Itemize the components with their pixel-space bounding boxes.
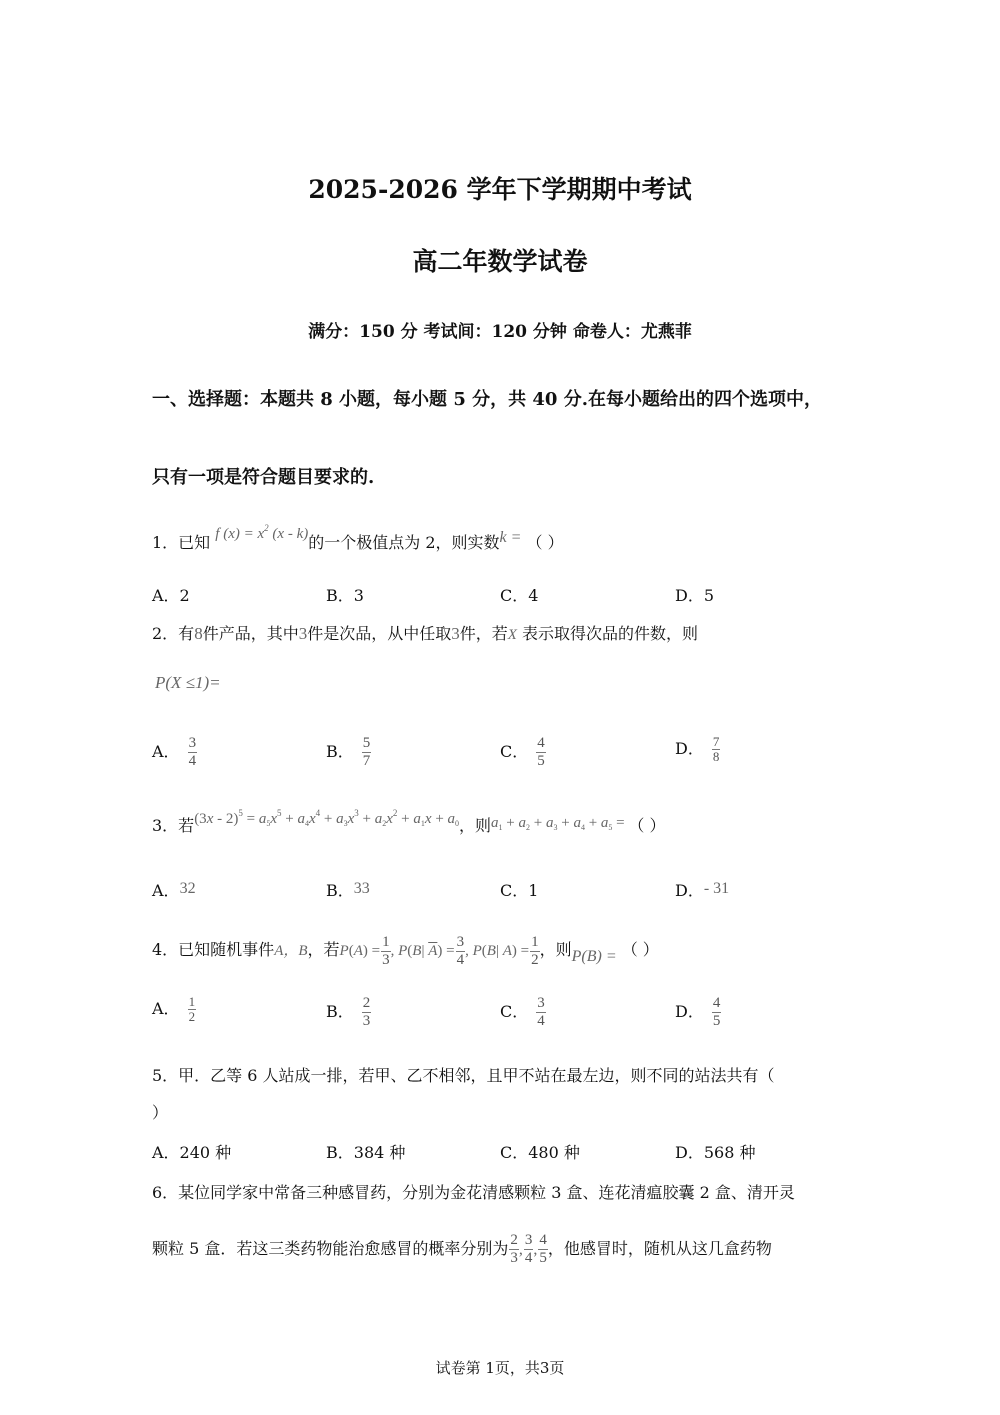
fraction-numerator: 7 xyxy=(712,734,720,749)
question-3 xyxy=(152,808,666,836)
q1-mid: 的一个极值点为 2，则实数 xyxy=(308,533,500,552)
q5-option-b: B．384 种 xyxy=(326,1143,406,1162)
q6-fraction-2 xyxy=(524,1232,534,1267)
q1-option-a: A．2 xyxy=(152,586,190,605)
q3-sum-formula: $a_1 + a_2 + a_3 + a_4 + a_5$ = xyxy=(491,815,629,832)
q4-option-a-fraction xyxy=(188,995,197,1024)
fraction-denominator: 3 xyxy=(362,1013,371,1029)
fraction-numerator: 5 xyxy=(362,735,371,751)
q3-option-b-value: 33 xyxy=(353,880,370,897)
q1-var: k = xyxy=(499,529,522,546)
fraction-denominator: 2 xyxy=(188,1009,196,1024)
q3-option-d xyxy=(675,878,729,901)
q2-text-1: 2．有 xyxy=(152,624,195,643)
q3-expansion-formula: $(3x - 2)^5 = a_5x^5 + a_4x^4 + a_3x^3 + a_2x^2 + a_1x + a_0$ xyxy=(194,808,460,828)
q2-option-c xyxy=(500,735,546,770)
q4-mid: ，则 xyxy=(539,939,572,959)
fraction-denominator: 8 xyxy=(712,749,720,764)
q4-option-d-fraction xyxy=(712,995,722,1030)
q2-option-a-fraction xyxy=(188,735,198,770)
q3-option-d-label: D． xyxy=(675,881,704,900)
exam-meta: 满分：150 分 考试间：120 分钟 命卷人：尤燕菲 xyxy=(308,322,692,342)
q3-option-b xyxy=(326,878,370,901)
fraction-numerator: 2 xyxy=(362,995,371,1011)
q4-option-c-label: C． xyxy=(500,1002,529,1021)
q6-fraction-3 xyxy=(538,1232,548,1267)
q2-option-d-label: D． xyxy=(675,739,704,758)
question-6-line2: 颗粒 5 盒．若这三类药物能治愈感冒的概率分别为 $\frac{2}{3}$ , $\frac{3}{4}$ , $\frac{4}{5}$ ，他感冒时，随机从这几盒药物 xyxy=(152,1232,772,1266)
q2-option-c-fraction xyxy=(536,735,546,770)
fraction-denominator: 3 xyxy=(510,1250,518,1266)
section-heading-line2: 只有一项是符合题目要求的. xyxy=(152,467,375,488)
fraction-denominator: 4 xyxy=(537,1013,545,1029)
q2-option-c-label: C． xyxy=(500,742,529,761)
q2-option-a xyxy=(152,735,197,770)
q2-option-d xyxy=(675,735,720,764)
q2-text-4: 件，若 xyxy=(459,624,508,643)
q1-option-c: C．4 xyxy=(500,586,539,605)
question-2 xyxy=(152,621,698,644)
q4-option-c xyxy=(500,995,546,1030)
fraction-denominator: 7 xyxy=(362,753,371,769)
q2-num-1: 8 xyxy=(194,624,203,643)
q3-option-a xyxy=(152,878,196,901)
fraction-numerator: 1 xyxy=(188,994,196,1009)
q5-option-c: C．480 种 xyxy=(500,1143,580,1162)
q3-mid: ，则 xyxy=(459,816,492,835)
fraction-numerator: 3 xyxy=(188,735,197,751)
question-6-line1: 6．某位同学家中常备三种感冒药，分别为金花清感颗粒 3 盒、连花清瘟胶囊 2 盒、清开灵 xyxy=(152,1183,795,1202)
q2-expression: P(X ≤1)= xyxy=(155,673,221,692)
q2-num-3: 3 xyxy=(451,624,460,643)
fraction-denominator: 4 xyxy=(524,1250,533,1266)
q3-option-b-label: B． xyxy=(326,881,354,900)
fraction-numerator: 4 xyxy=(537,735,545,751)
q4-option-d xyxy=(675,995,721,1030)
q3-paren: （ ） xyxy=(628,816,666,835)
q4-expr: P(B) = xyxy=(571,947,617,965)
q2-option-d-fraction xyxy=(712,735,721,764)
q2-text-5: 表示取得次品的件数，则 xyxy=(522,624,699,643)
q1-option-b: B．3 xyxy=(326,586,364,605)
fraction-numerator: 3 xyxy=(524,1232,533,1248)
question-5-line2: ） xyxy=(152,1103,169,1122)
q2-text-3: 件是次品，从中任取 xyxy=(307,624,452,643)
q3-option-c-value: 1 xyxy=(528,881,539,900)
fraction-numerator: 4 xyxy=(539,1232,547,1248)
page-footer: 试卷第 1页，共3页 xyxy=(435,1359,565,1377)
q6-line2-end: ，他感冒时，随机从这几盒药物 xyxy=(547,1239,772,1258)
section-heading-line1: 一、选择题：本题共 8 小题，每小题 5 分，共 40 分.在每小题给出的四个选项中， xyxy=(152,389,822,410)
q4-option-b xyxy=(326,995,371,1030)
q2-option-b xyxy=(326,735,371,770)
q4-option-b-label: B． xyxy=(326,1002,354,1021)
question-5-line1: 5．甲．乙等 6 人站成一排，若甲、乙不相邻，且甲不站在最左边，则不同的站法共有（ xyxy=(152,1066,775,1085)
q2-option-b-fraction xyxy=(362,735,372,770)
q3-option-a-value: 32 xyxy=(179,880,196,897)
q4-option-a xyxy=(152,995,196,1024)
q3-prefix: 3．若 xyxy=(152,816,195,835)
q2-var: X xyxy=(507,627,517,643)
question-1 xyxy=(152,523,564,553)
q3-option-c xyxy=(500,878,538,901)
q3-option-a-label: A． xyxy=(152,881,180,900)
q4-vars: A，B xyxy=(274,942,308,959)
q4-paren: （ ） xyxy=(621,939,659,959)
q3-option-c-label: C． xyxy=(500,881,529,900)
q4-option-c-fraction xyxy=(536,995,546,1030)
q4-prefix: 4．已知随机事件 xyxy=(152,939,275,959)
q1-paren: （ ） xyxy=(526,533,564,552)
q5-option-a: A．240 种 xyxy=(152,1143,232,1162)
q1-formula: f $(x) = x^2$ (x - k) xyxy=(215,523,309,542)
fraction-numerator: 3 xyxy=(537,995,545,1011)
q2-text-2: 件产品，其中 xyxy=(202,624,299,643)
q4-probability-formula: P(A) = $\frac{1}{3}$ , P(B| $\overline{A}$) = $\frac{3}{4}$ , P(B| A) = $\frac{1}{2}$ xyxy=(339,934,539,968)
q4-option-a-label: A． xyxy=(152,999,180,1018)
q6-line2-start: 颗粒 5 盒．若这三类药物能治愈感冒的概率分别为 xyxy=(152,1239,509,1258)
fraction-denominator: 5 xyxy=(537,753,545,769)
q2-option-b-label: B． xyxy=(326,742,354,761)
q6-fraction-1 xyxy=(509,1232,519,1267)
fraction-numerator: 4 xyxy=(712,995,721,1011)
question-4 xyxy=(152,934,659,969)
q1-prefix: 1．已知 xyxy=(152,533,211,552)
q4-option-d-label: D． xyxy=(675,1002,704,1021)
fraction-denominator: 5 xyxy=(539,1250,547,1266)
q4-ruo: ，若 xyxy=(307,939,340,959)
q4-option-b-fraction xyxy=(362,995,372,1030)
fraction-denominator: 5 xyxy=(712,1013,721,1029)
q5-option-d: D．568 种 xyxy=(675,1143,756,1162)
fraction-denominator: 4 xyxy=(188,753,197,769)
q1-option-d: D．5 xyxy=(675,586,715,605)
exam-subtitle: 高二年数学试卷 xyxy=(412,247,588,276)
q2-num-2: 3 xyxy=(298,624,308,643)
fraction-numerator: 2 xyxy=(510,1232,518,1248)
exam-title: 2025-2026 学年下学期期中考试 xyxy=(308,175,692,204)
q3-option-d-value: - 31 xyxy=(703,880,730,897)
q2-option-a-label: A． xyxy=(152,742,180,761)
